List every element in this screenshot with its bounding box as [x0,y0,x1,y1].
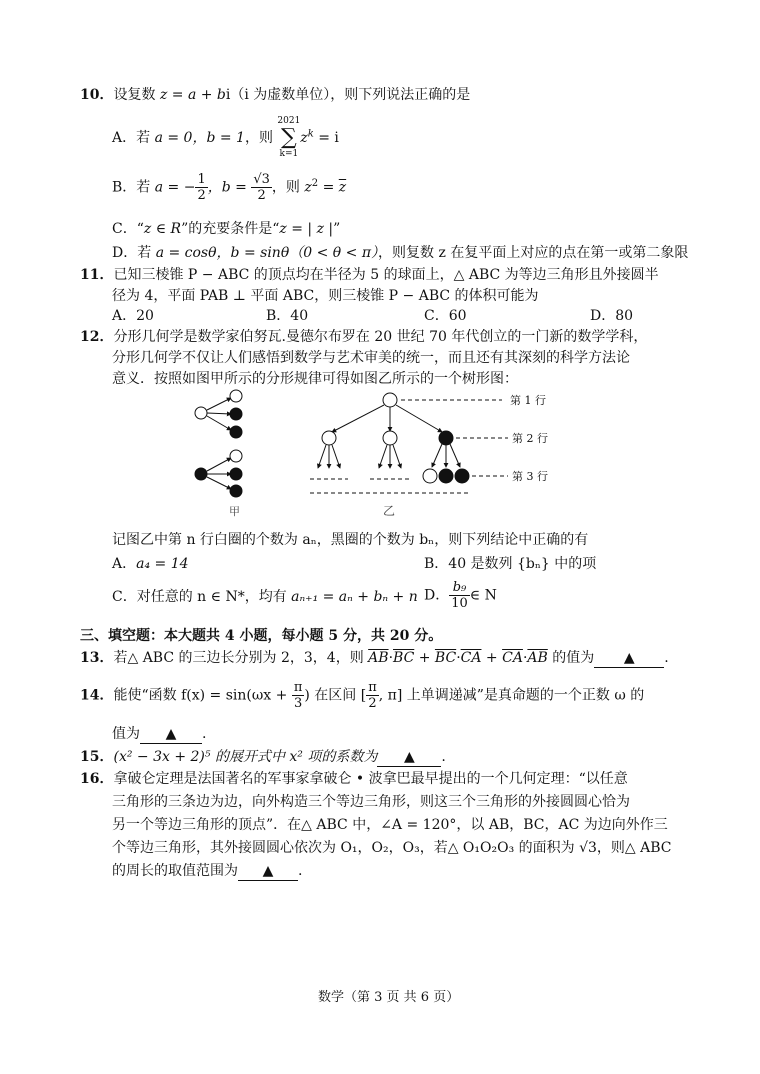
figure-jia-label: 甲 [229,505,240,518]
q10-number: 10． [80,87,114,103]
q16-line2: 三角形的三条边为边，向外构造三个等边三角形，则这三个三角形的外接圆圆心恰为 [112,794,630,810]
q10-option-b: B．若 a = − $\frac{1}{2}$ ，b = $\frac{√3}{2}$ ，则 $z^2 = \overline{z}$ [112,172,347,203]
q13-answer-blank[interactable]: ▲ [594,649,664,668]
q16-line1: 16．拿破仑定理是法国著名的军事家拿破仑 • 波拿巴最早提出的一个几何定理：“以任意 [80,771,628,787]
q10-option-d: D．若 a = cosθ，b = sinθ（0 < θ < π），则复数 z 在复平面上对应的点在第一或第二象限 [112,245,689,261]
q14-answer-blank[interactable]: ▲ [140,725,202,744]
q12-question: 记图乙中第 n 行白圈的个数为 aₙ，黑圈的个数为 bₙ，则下列结论中正确的有 [112,532,589,548]
q16-line3: 另一个等边三角形的顶点”．在△ ABC 中，∠A = 120°，以 AB，BC，AC 为边向外作三 [112,817,668,833]
q11-option-b: B．40 [266,308,309,324]
q12-stem-line3: 意义．按照如图甲所示的分形规律可得如图乙所示的一个树形图： [112,371,518,387]
row-3-label: 第 3 行 [512,470,548,483]
q16-answer-blank[interactable]: ▲ [238,862,298,881]
row-2-label: 第 2 行 [512,432,548,445]
figure-jia-top [195,390,242,438]
page-footer: 数学（第 3 页 共 6 页） [318,990,460,1005]
figure-yi-label: 乙 [383,504,396,518]
figure-yi-tree [318,393,469,483]
fraction: $\frac{\pi}{3}$ [293,680,303,711]
q13: 13．若△ ABC 的三边长分别为 2，3，4，则 $\overline{AB}\cdot\overline{BC} + \overline{BC}\cdot\overline{CA} + \overline{CA}\cdot\overline{AB}$ 的值为 ▲ . [80,650,669,666]
fraction: $\frac{\pi}{2}$ [368,680,377,711]
fraction: $\frac{\text{b₉}}{10}$ [451,580,468,611]
q11-stem-line2: 径为 4，平面 PAB ⊥ 平面 ABC，则三棱锥 P − ABC 的体积可能为 [112,288,539,304]
q15: 15．(x² − 3x + 2)⁵ 的展开式中 x² 项的系数为 ▲ . [80,749,446,765]
q14-line2: 值为 ▲ . [112,726,207,742]
fraction: $\frac{1}{2}$ [197,172,206,203]
q12-option-c: C．对任意的 n ∈ N*，均有 aₙ₊₁ = aₙ + bₙ + n [112,589,418,605]
section-3-title: 三、填空题：本大题共 4 小题，每小题 5 分，共 20 分。 [80,628,443,644]
q11-option-a: A．20 [112,308,154,324]
q16-number: 16． [80,771,114,787]
q11-option-d: D．80 [590,308,634,324]
q10-option-c: C．“z ∈ R”的充要条件是“z = | z |” [112,221,341,237]
q14-number: 14． [80,687,114,704]
figure-jia-bottom [195,450,242,497]
q12-option-a: A．a₄ = 14 [112,556,189,572]
q12-number: 12． [80,329,114,345]
q16-line5: 的周长的取值范围为 ▲ . [112,863,303,879]
q11-option-c: C．60 [424,308,467,324]
q13-number: 13． [80,650,114,666]
q11-number: 11． [80,267,114,283]
q12-stem-line1: 12．分形几何学是数学家伯努瓦.曼德尔布罗在 20 世纪 70 年代创立的一门新的数学学科， [80,329,648,345]
q10-stem: 10．设复数 z = a + bi（i 为虚数单位），则下列说法正确的是 [80,87,471,103]
q16-line4: 个等边三角形，其外接圆圆心依次为 O₁，O₂，O₃，若△ O₁O₂O₃ 的面积为 √3，则△ ABC [112,840,672,856]
fractal-tree-figure [180,388,580,518]
q15-number: 15． [80,749,114,765]
row-1-label: 第 1 行 [510,394,546,407]
q10-option-a: A．若 a = 0，b = 1，则 2021 ∑ k=1 $z^k = i$ [112,116,339,159]
summation: 2021 ∑ k=1 [277,116,301,159]
q12-option-b: B．40 是数列 {bₙ} 中的项 [424,556,597,572]
q12-stem-line2: 分形几何学不仅让人们感悟到数学与艺术审美的统一，而且还有其深刻的科学方法论 [112,350,630,366]
q14-line1: 14．能使“函数 f(x) = sin(ωx + $\frac{\pi}{3}$ ) 在区间 [ $\frac{\pi}{2}$ , π] 上单调递减”是真命题的一个正数 ω 的 [80,680,645,711]
row-guide-lines [310,400,508,493]
q11-stem-line1: 11．已知三棱锥 P − ABC 的顶点均在半径为 5 的球面上，△ ABC 为等边三角形且外接圆半 [80,267,659,283]
q15-answer-blank[interactable]: ▲ [377,748,441,767]
q12-option-d: D． $\frac{\text{b₉}}{10}$ ∈ N [424,580,497,611]
fraction: $\frac{√3}{2}$ [253,172,270,203]
